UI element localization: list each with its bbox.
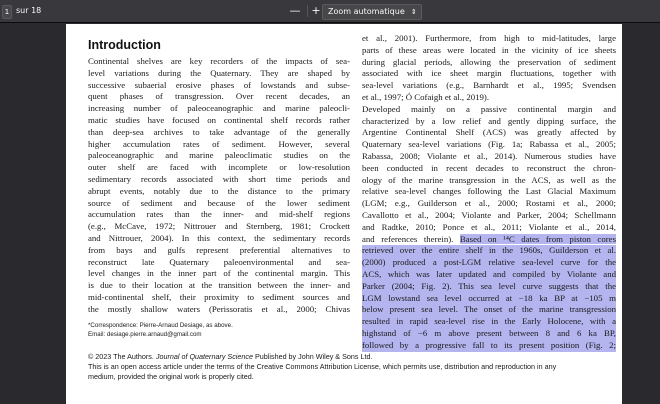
left-column-paragraph: [88, 56, 350, 316]
zoom-select[interactable]: [322, 4, 422, 20]
text-line: Argentine Continental Shelf (ACS) was greatly affected by: [362, 127, 616, 138]
text-line: during glacial periods, allowing the preservation of sediment: [362, 56, 616, 67]
text-line: outer shelf are faced with incomplete or low-resolution: [88, 162, 350, 173]
page-number-input[interactable]: 1: [2, 5, 12, 19]
text-line: et al., 1997; Ó Cofaigh et al., 2019).: [362, 91, 490, 102]
selected-text-line: ACS, which was later updated and compiled by Violante and: [362, 268, 616, 279]
text-line: associated with ice sheet margin fluctuations, together with: [362, 68, 616, 79]
text-line: abrupt events, notably due to the distance to the primary: [88, 185, 350, 196]
text-line: characterized by a low relief and gently dipping surface, the: [362, 115, 616, 126]
selected-text-line: Parker (2004; Fig. 2). This sea level curve suggests that the: [362, 280, 616, 291]
email-footnote: Email: desiage.pierre.arnaud@gmail.com: [88, 331, 202, 338]
text-line: increasing number of paleoceanographic and marine paleocli-: [88, 103, 350, 114]
selected-text-line: below present sea level. The onset of the marine transgression: [362, 304, 616, 315]
text-line: Cavallotto et al., 2004; Violante and Parker, 2004; Schellmann: [362, 209, 616, 220]
text-line: sedimentary records associated with short time periods and: [88, 173, 350, 184]
text-line: than deep-sea archives to take advantage of the generally: [88, 126, 350, 137]
selected-text-line: LGM lowstand sea level occurred at −18 ka BP at −105 m: [362, 292, 616, 303]
text-line: sea-level variations (e.g., Barnhardt et al., 1995; Svendsen: [362, 80, 616, 91]
text-line: from bays and gulfs represent preferential alternatives to: [88, 244, 350, 255]
section-heading: Introduction: [88, 38, 161, 52]
right-column-paragraph: [362, 33, 616, 352]
selected-text-line: resulted in rapid sea-level rise in the Early Holocene, with a: [362, 316, 616, 327]
text-line: the mostly shallow waters (Perissoratis et al., 2000; Chivas: [88, 303, 350, 314]
text-line: accumulation rates than the inner- and mid-shelf regions: [88, 209, 350, 220]
copyright-line: © 2023 The Authors. Journal of Quaternary Science Published by John Wiley & Sons Ltd.: [88, 352, 373, 361]
text-line: paleoceanographic and marine paleoclimatic studies on the: [88, 150, 350, 161]
text-line: and references therein). Based on ¹⁴C dates from piston cores: [362, 233, 616, 244]
text-line: been conducted in recent decades to reconstruct the chron-: [362, 162, 616, 173]
text-line: ology of the marine transgression in the ACS, as well as the: [362, 174, 616, 185]
selected-text-line: followed by a progressive fall to its present position (Fig. 2;: [362, 339, 616, 350]
text-line: successive subaerial erosive phases of lowstands and subse-: [88, 79, 350, 90]
text-line: (LGM; e.g., Guilderson et al., 2000; Rostami et al., 2000;: [362, 198, 616, 209]
text-line: matic studies have focused on continental shelf records rather: [88, 114, 350, 125]
text-line: Quaternary sea-level variations (Fig. 1a; Rabassa et al., 2005;: [362, 139, 616, 150]
license-line-2: medium, provided the original work is properly cited.: [88, 372, 254, 382]
page-count-label: sur 18: [16, 6, 42, 15]
text-line: Developed mainly on a passive continental margin and: [362, 103, 616, 114]
zoom-out-button[interactable]: —: [289, 4, 301, 17]
text-line: higher accumulation rates of sediment. However, several: [88, 138, 350, 149]
text-line: level changes in the inner part of the continental margin. This: [88, 268, 350, 279]
text-line: parts of these areas were located in the vicinity of ice sheets: [362, 44, 616, 55]
pdf-page: [66, 24, 622, 404]
copyright-notice: [88, 352, 616, 383]
text-line: reconstruct late Quaternary paleoenvironmental and sea-: [88, 256, 350, 267]
selected-text-line: (2000) produced a post-LGM relative sea-level curve for the: [362, 257, 616, 268]
text-line: and Radtke, 2010; Ponce et al., 2011; Violante et al., 2014,: [362, 221, 616, 232]
text-line: relative sea-level changes following the Last Glacial Maximum: [362, 186, 616, 197]
text-line: et al., 2001). Furthermore, from high to mid-latitudes, large: [362, 33, 616, 43]
text-line: quent phases of transgression. Over recent decades, an: [88, 91, 350, 102]
selected-text: Based on ¹⁴C dates from piston cores: [459, 233, 616, 244]
text-line: source of sediment and because of the lower sediment: [88, 197, 350, 208]
journal-name: Journal of Quaternary Science: [155, 352, 253, 361]
chevron-updown-icon: ⇕: [410, 8, 417, 16]
text-line: and Nittrouer, 2004). In this context, the sedimentary records: [88, 232, 350, 243]
text-line: mid-continental shelf, their proximity to sediment sources and: [88, 291, 350, 302]
correspondence-footnote: *Correspondence: Pierre-Arnaud Desiage, as above.: [88, 322, 233, 329]
selected-text-line: highstand of −6 m above present between 8 and 6 ka BP,: [362, 327, 616, 338]
selected-text-line: retrieved over the entire shelf in the 1960s, Guilderson et al.: [362, 245, 616, 256]
text-line: is due to their location at the transition between the inner- and: [88, 280, 350, 291]
license-line-1: This is an open access article under the terms of the Creative Commons Attribution License, which permits use, distribution and reproduction in any: [88, 362, 557, 372]
text-line: Continental shelves are key recorders of the impacts of sea-: [88, 56, 350, 66]
zoom-in-button[interactable]: +: [311, 4, 321, 17]
text-line: level variations during the Quaternary. They are shaped by: [88, 67, 350, 78]
zoom-select-value: Zoom automatique: [328, 7, 405, 16]
text-line: Rabassa, 2008; Violante et al., 2014). Numerous studies have: [362, 150, 616, 161]
text-line: (e.g., McCave, 1972; Nittrouer and Sternberg, 1981; Crockett: [88, 221, 350, 232]
toolbar-separator: [307, 5, 308, 17]
pdf-toolbar: [0, 0, 660, 23]
